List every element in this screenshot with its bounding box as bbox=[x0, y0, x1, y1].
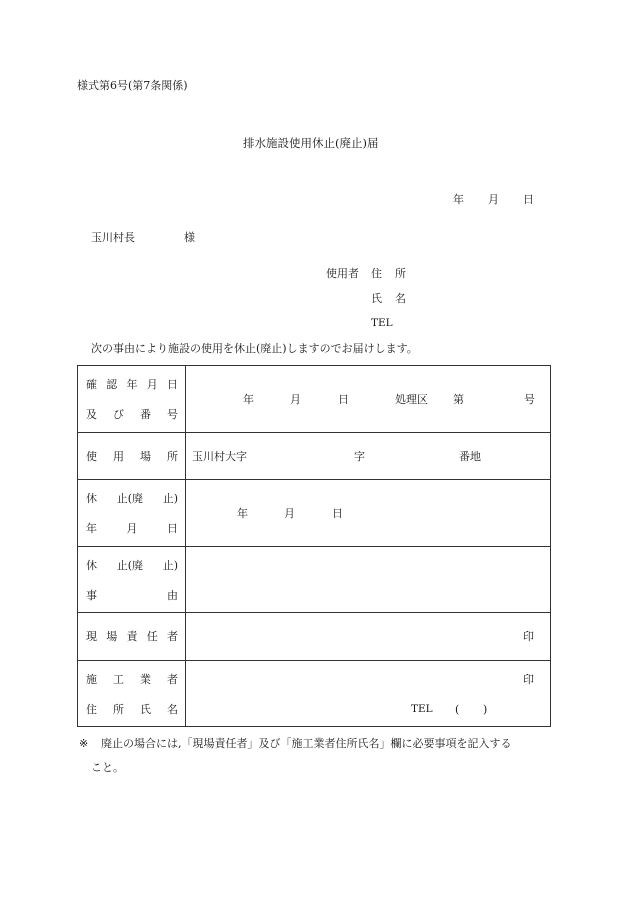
row-contractor bbox=[78, 660, 550, 727]
label-char: 番 bbox=[140, 408, 151, 421]
label-char: 場 bbox=[140, 450, 151, 463]
label-char: 月 bbox=[146, 378, 158, 391]
label-char: 休 bbox=[86, 492, 97, 505]
location-label bbox=[78, 433, 186, 480]
page-title: 排水施設使用休止(廃止)届 bbox=[243, 136, 379, 150]
label-char: 現 bbox=[86, 630, 97, 643]
number-suffix: 号 bbox=[524, 393, 535, 406]
address-label-1: 住 bbox=[371, 267, 382, 280]
label-char: 年 bbox=[86, 522, 97, 535]
label-char: 所 bbox=[113, 703, 124, 716]
label-char: 所 bbox=[167, 450, 178, 463]
label-char: 月 bbox=[126, 522, 138, 535]
label-char: 確 bbox=[86, 378, 97, 391]
label-char: 止) bbox=[162, 492, 178, 505]
row-confirmation bbox=[78, 366, 550, 432]
confirmation-label bbox=[78, 366, 186, 432]
contractor-label bbox=[78, 661, 186, 727]
label-char: 施 bbox=[86, 673, 97, 686]
row-reason bbox=[78, 546, 550, 613]
note-mark: ※ bbox=[79, 737, 89, 750]
note-line-2: こと。 bbox=[91, 761, 124, 774]
label-char: 日 bbox=[167, 378, 178, 391]
note-line-1: 廃止の場合には,「現場責任者」及び「施工業者住所氏名」欄に必要事項を記入する bbox=[101, 737, 512, 750]
label-char: 由 bbox=[167, 589, 178, 602]
reason-label bbox=[78, 547, 186, 613]
label-char: 任 bbox=[146, 630, 158, 643]
date-year-label: 年 bbox=[453, 193, 464, 206]
tel-label: TEL bbox=[371, 317, 393, 329]
label-char: 場 bbox=[106, 630, 118, 643]
label-char: 号 bbox=[167, 408, 178, 421]
confirm-year-field[interactable]: 年 bbox=[243, 393, 254, 406]
addressee-name: 玉川村長 bbox=[91, 231, 135, 244]
paren-close: ) bbox=[483, 703, 488, 716]
label-char: 及 bbox=[86, 408, 97, 421]
label-char: 責 bbox=[126, 630, 138, 643]
row-suspension-date bbox=[78, 479, 550, 547]
banchi-field[interactable]: 番地 bbox=[459, 450, 481, 463]
applicant-role-label: 使用者 bbox=[326, 267, 359, 280]
addressee-honorific: 様 bbox=[184, 231, 195, 244]
form-id: 様式第6号(第7条関係) bbox=[77, 79, 188, 92]
suspension-month-field[interactable]: 月 bbox=[284, 507, 295, 520]
label-char: 日 bbox=[167, 522, 178, 535]
contractor-tel-label: TEL bbox=[411, 703, 433, 715]
label-char: 住 bbox=[86, 703, 97, 716]
label-char: び bbox=[113, 408, 124, 421]
label-char: 年 bbox=[126, 378, 138, 391]
district-label: 処理区 bbox=[395, 393, 428, 406]
name-label-2: 名 bbox=[395, 292, 406, 305]
intro-text: 次の事由により施設の使用を休止(廃止)しますのでお届けします。 bbox=[91, 342, 418, 355]
label-char: 認 bbox=[106, 378, 118, 391]
label-char: 用 bbox=[113, 450, 124, 463]
label-char: 使 bbox=[86, 450, 97, 463]
address-label-2: 所 bbox=[395, 267, 406, 280]
aza-field[interactable]: 字 bbox=[354, 450, 365, 463]
number-prefix: 第 bbox=[453, 393, 464, 406]
contractor-seal: 印 bbox=[523, 673, 534, 686]
suspension-year-field[interactable]: 年 bbox=[237, 507, 248, 520]
name-label-1: 氏 bbox=[371, 292, 382, 305]
suspension-day-field[interactable]: 日 bbox=[332, 507, 343, 520]
paren-open: ( bbox=[455, 703, 460, 716]
row-site-manager bbox=[78, 612, 550, 661]
label-char: 工 bbox=[113, 673, 124, 686]
label-char: 止) bbox=[162, 559, 178, 572]
row-location bbox=[78, 432, 550, 480]
village-field[interactable]: 玉川村大字 bbox=[192, 450, 247, 463]
label-char: 者 bbox=[167, 673, 178, 686]
label-char: 止(廃 bbox=[116, 492, 143, 505]
label-char: 休 bbox=[86, 559, 97, 572]
label-char: 氏 bbox=[140, 703, 151, 716]
confirm-day-field[interactable]: 日 bbox=[338, 393, 349, 406]
reason-field[interactable] bbox=[186, 547, 550, 613]
label-char: 名 bbox=[167, 703, 178, 716]
label-char: 事 bbox=[86, 589, 97, 602]
date-month-label: 月 bbox=[488, 193, 499, 206]
site-manager-label bbox=[78, 613, 186, 661]
label-char: 者 bbox=[167, 630, 178, 643]
site-manager-seal: 印 bbox=[523, 630, 534, 643]
suspension-date-label bbox=[78, 480, 186, 547]
confirm-month-field[interactable]: 月 bbox=[290, 393, 301, 406]
form-table bbox=[77, 365, 551, 727]
label-char: 業 bbox=[140, 673, 151, 686]
label-char: 止(廃 bbox=[116, 559, 143, 572]
date-day-label: 日 bbox=[523, 193, 534, 206]
